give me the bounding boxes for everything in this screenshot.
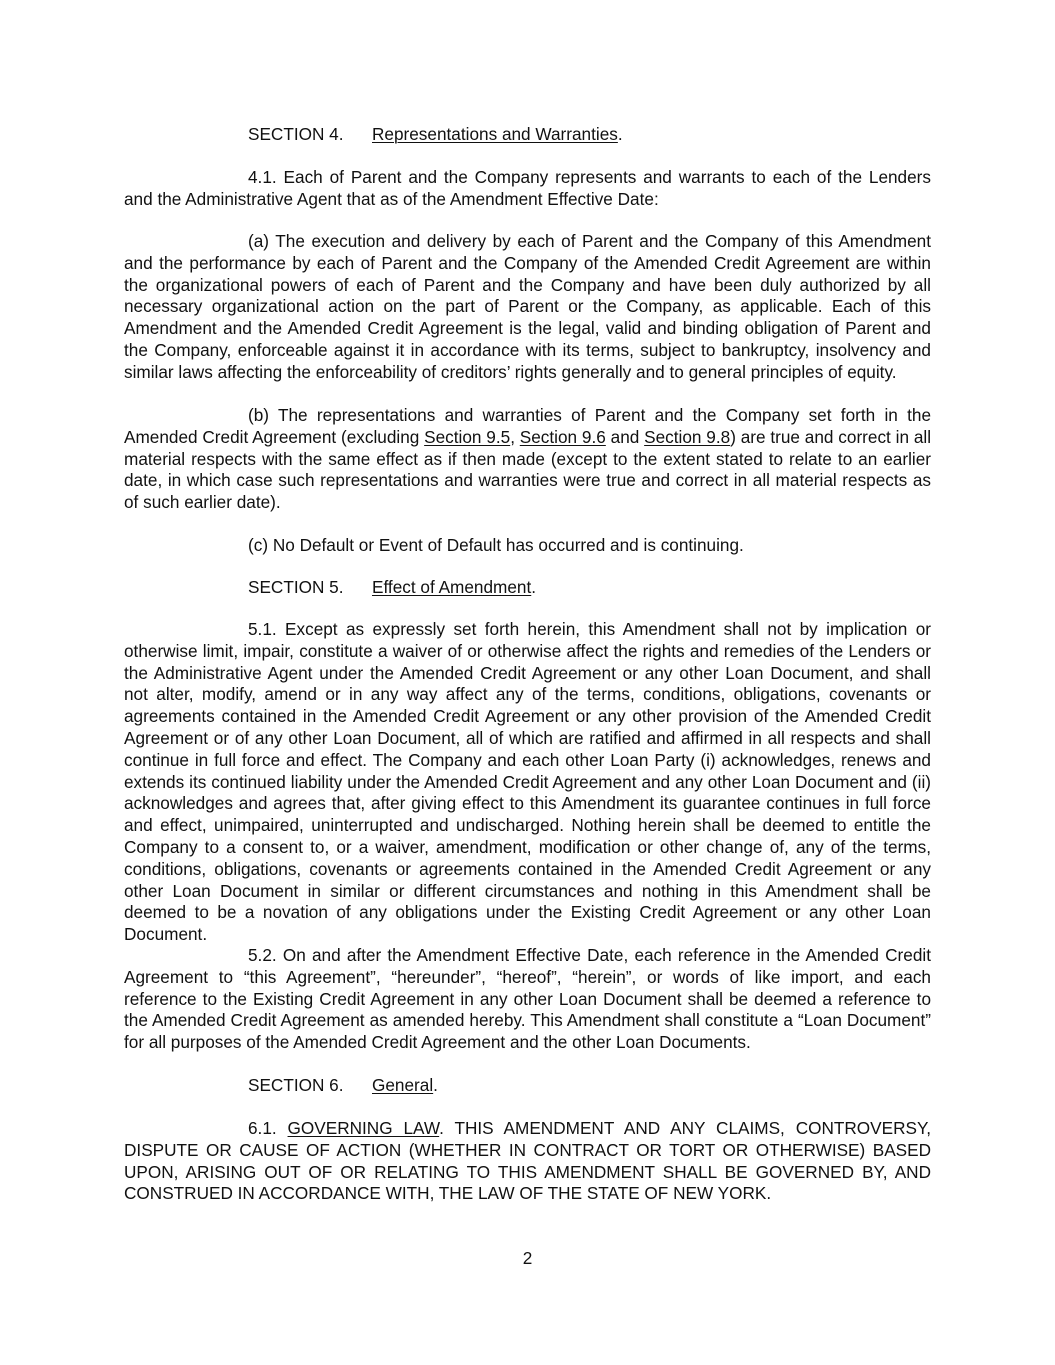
paragraph-b-post: ) are true and correct in all material respects with the same effect as if then made (except to the extent stated to relate to an earlier date, in which case such representations and warranties were true and correct in all material respects as of such earlier date).: [124, 426, 932, 513]
paragraph-4-1: 4.1. Each of Parent and the Company represents and warrants to each of the Lenders and the Administrative Agent that as of the Amendment Effective Date:: [124, 167, 931, 209]
section-4-heading: [248, 124, 623, 146]
paragraph-6-1: [124, 1118, 931, 1205]
page-number: 2: [522, 1248, 533, 1268]
paragraph-4-1-b: [124, 405, 931, 514]
section-4-label: SECTION 4.: [248, 124, 344, 144]
paragraph-b-pre: (b) The representations and warranties of Parent and the Company set forth in the Amended Credit Agreement (excluding: [124, 405, 931, 447]
paragraph-5-1: 5.1. Except as expressly set forth herein, this Amendment shall not by implication or otherwise limit, impair, constitute a waiver of or otherwise affect the rights and remedies of the Lenders or the Administrative Agent under the Amended Credit Agreement or any other Loan Document, and shall not alter, modify, amend or in any way affect any of the terms, conditions, obligations, covenants or agreements contained in the Amended Credit Agreement or any other provision of the Amended Credit Agreement or of any other Loan Document, all of which are ratified and affirmed in all respects and shall continue in full force and effect. The Company and each other Loan Party (i) acknowledges, renews and extends its continued liability under the Amended Credit Agreement and any other Loan Document and (ii) acknowledges and agrees that, after giving effect to this Amendment its guarantee continues in full force and effect, unimpaired, uninterrupted and undischarged. Nothing herein shall be deemed to entitle the Company to a consent to, or a waiver, amendment, modification or other change of, any of the terms, conditions, obligations, covenants or agreements contained in the Amended Credit Agreement or any other Loan Document in similar or different circumstances and nothing in this Amendment shall be deemed to be a novation of any obligations under the Existing Credit Agreement or any other Loan Document.: [124, 619, 931, 945]
section-6-heading: [248, 1075, 438, 1097]
section-9-6-ref: Section 9.6: [519, 426, 606, 447]
section-6-period: .: [433, 1075, 438, 1095]
governing-law-heading: GOVERNING LAW: [287, 1118, 440, 1138]
paragraph-6-1-num: 6.1.: [248, 1118, 288, 1138]
section-6-title: General: [372, 1075, 434, 1095]
paragraph-4-1-c: (c) No Default or Event of Default has occurred and is continuing.: [248, 535, 744, 555]
section-6-label: SECTION 6.: [248, 1075, 344, 1095]
paragraph-b-sep2: and: [605, 426, 645, 447]
section-5-label: SECTION 5.: [248, 577, 344, 597]
governing-law-text: . THIS AMENDMENT AND ANY CLAIMS, CONTROVERSY, DISPUTE OR CAUSE OF ACTION (WHETHER IN CONTRACT OR TORT OR OTHERWISE) BASED UPON, ARISING OUT OF OR RELATING TO THIS AMENDMENT SHALL BE GOVERNED BY, AND CONSTRUED IN ACCORDANCE WITH, THE LAW OF THE STATE OF NEW YORK.: [124, 1118, 931, 1204]
paragraph-b-sep1: ,: [510, 426, 520, 447]
section-5-heading: [248, 577, 536, 599]
section-4-title: Representations and Warranties: [372, 124, 618, 144]
section-9-5-ref: Section 9.5: [424, 426, 511, 447]
section-4-period: .: [617, 124, 623, 144]
section-9-8-ref: Section 9.8: [644, 426, 731, 447]
section-5-period: .: [531, 577, 537, 597]
paragraph-4-1-a: (a) The execution and delivery by each of Parent and the Company of this Amendment and the performance by each of Parent and the Company of the Amended Credit Agreement are within the organizational powers of each of Parent and the Company and have been duly authorized by all necessary organizational action on the part of Parent or the Company, as applicable. Each of this Amendment and the Amended Credit Agreement is the legal, valid and binding obligation of Parent and the Company, enforceable against it in accordance with its terms, subject to bankruptcy, insolvency and similar laws affecting the enforceability of creditors’ rights generally and to general principles of equity.: [124, 231, 931, 382]
section-5-title: Effect of Amendment: [372, 577, 532, 597]
paragraph-5-2: 5.2. On and after the Amendment Effective Date, each reference in the Amended Credit Agreement to “this Agreement”, “hereunder”, “hereof”, “herein”, or words of like import, and each reference to the Existing Credit Agreement in any other Loan Document shall be deemed a reference to the Amended Credit Agreement as amended hereby. This Amendment shall constitute a “Loan Document” for all purposes of the Amended Credit Agreement and the other Loan Documents.: [124, 945, 931, 1053]
